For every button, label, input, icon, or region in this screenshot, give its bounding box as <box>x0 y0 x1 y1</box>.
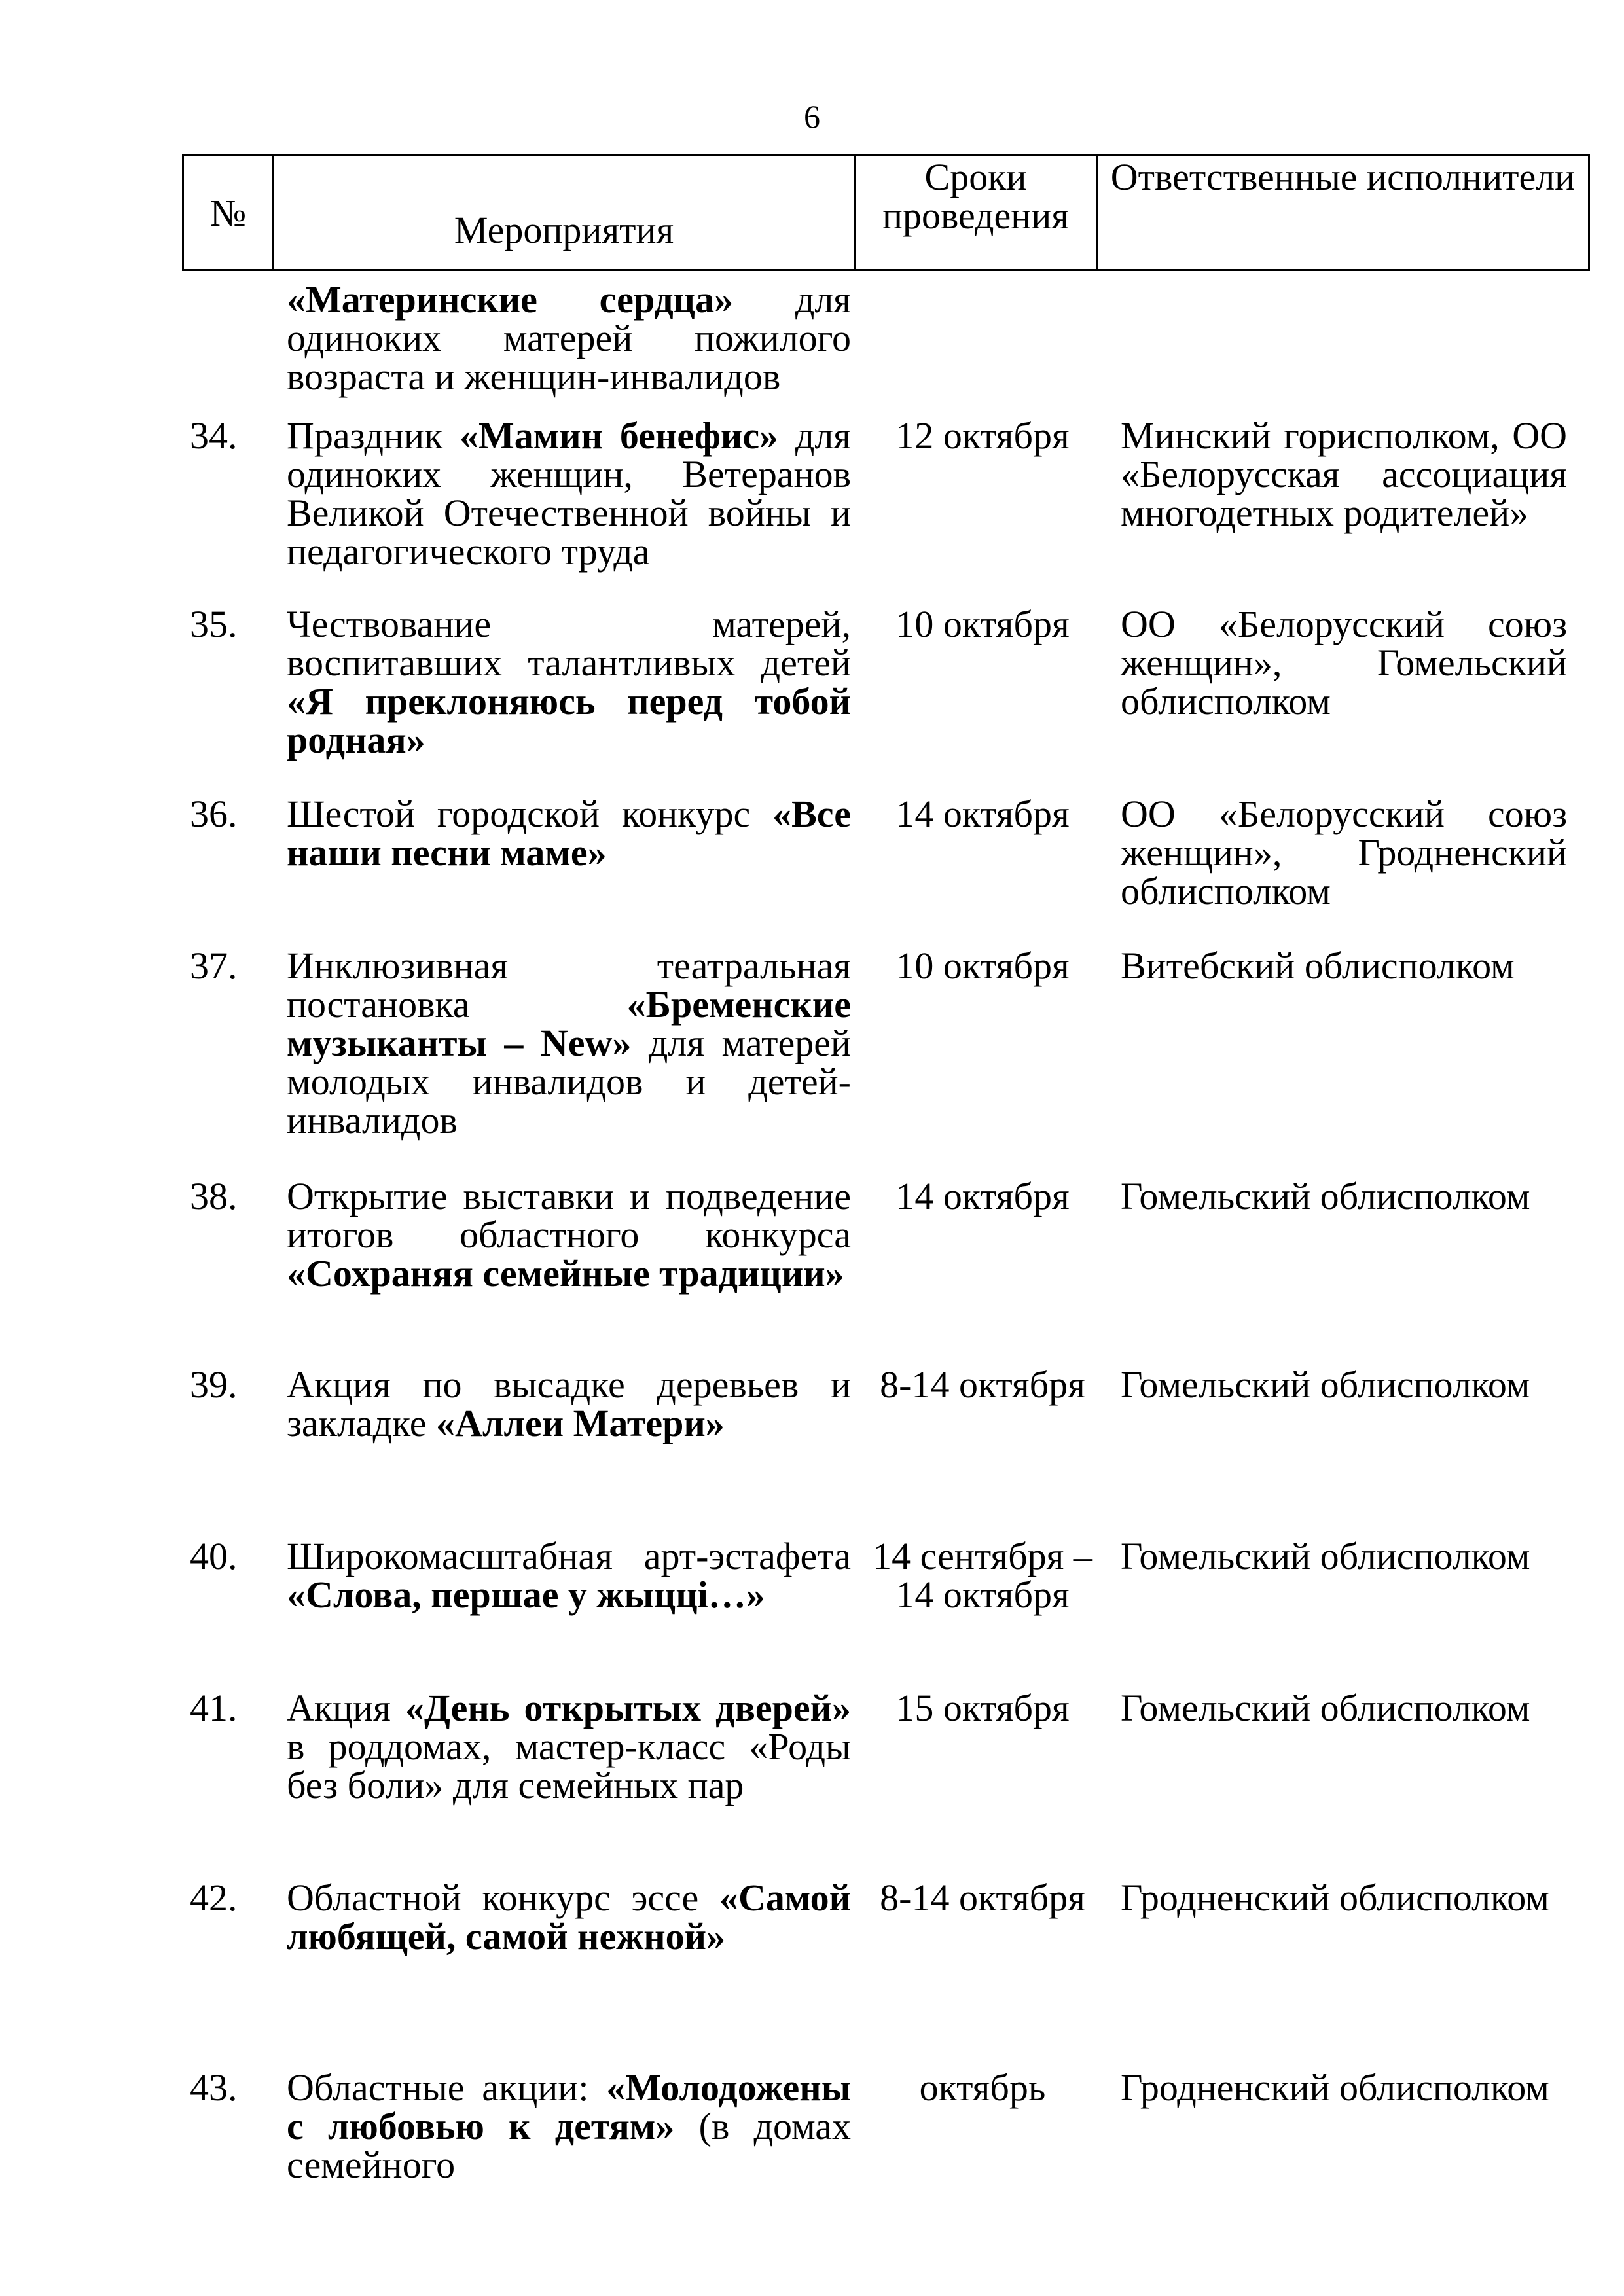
header-date: Сроки проведения <box>855 156 1097 270</box>
row-date: октябрь <box>919 2066 1046 2109</box>
row-number: 38. <box>190 1175 238 1217</box>
event-text: для одиноких матерей пожилого возраста и женщин-инвалидов <box>287 278 851 398</box>
row-responsible: Минский горисполком, ОО «Белорусская ассоциация многодетных родителей» <box>1121 414 1567 534</box>
event-title: «Молодожены с любовью к детям» <box>287 2066 851 2147</box>
row-responsible: Гомельский облисполком <box>1121 1363 1530 1406</box>
row-date: 14 октября <box>895 793 1070 835</box>
row-responsible: Гродненский облисполком <box>1121 1876 1549 1919</box>
event-title: «Мамин бенефис» <box>460 414 779 457</box>
event-text: Областные акции: <box>287 2066 607 2109</box>
row-number: 40. <box>190 1535 238 1577</box>
event-text: Открытие выставки и подведение итогов областного конкурса <box>287 1175 851 1256</box>
row-number: 43. <box>190 2066 238 2109</box>
header-responsible: Ответственные исполнители <box>1097 156 1589 270</box>
event-title: «Аллеи Матери» <box>436 1402 725 1444</box>
event-title: «Материнские сердца» <box>287 278 734 321</box>
event-title: «Я преклоняюсь перед тобой родная» <box>287 680 851 761</box>
row-date: 8-14 октября <box>880 1876 1085 1919</box>
event-title: «Все наши песни маме» <box>287 793 851 874</box>
row-event <box>287 1537 851 1614</box>
row-date: 14 сентября – 14 октября <box>873 1535 1092 1616</box>
event-title: «День открытых дверей» <box>405 1687 851 1729</box>
row-responsible: Гродненский облисполком <box>1121 2066 1549 2109</box>
row-number: 42. <box>190 1876 238 1919</box>
row-number: 37. <box>190 944 238 987</box>
event-text: Инклюзивная театральная постановка <box>287 944 851 1026</box>
row-event <box>287 795 851 872</box>
row-responsible: ОО «Белорусский союз женщин», Гомельский облисполком <box>1121 603 1567 723</box>
row-event <box>287 416 851 571</box>
event-title: «Слова, першае у жыццi…» <box>287 1573 765 1616</box>
row-number: 35. <box>190 603 238 645</box>
event-title: «Бременские музыканты – New» <box>287 983 851 1064</box>
row-event <box>287 1365 851 1443</box>
row-number: 39. <box>190 1363 238 1406</box>
row-date: 15 октября <box>895 1687 1070 1729</box>
row-number: 41. <box>190 1687 238 1729</box>
event-title: «Самой любящей, самой нежной» <box>287 1876 851 1958</box>
row-date: 8-14 октября <box>880 1363 1085 1406</box>
event-text: Акция <box>287 1687 405 1729</box>
row-date: 10 октября <box>895 944 1070 987</box>
event-text: для одиноких женщин, Ветеранов Великой Отечественной войны и педагогического труда <box>287 414 851 573</box>
header-event: Мероприятия <box>274 156 855 270</box>
event-text: Акция по высадке деревьев и закладке <box>287 1363 851 1444</box>
event-text: Праздник <box>287 414 460 457</box>
row-event <box>287 605 851 759</box>
row-date: 14 октября <box>895 1175 1070 1217</box>
row-event <box>287 1689 851 1804</box>
row-date: 10 октября <box>895 603 1070 645</box>
row-event <box>287 946 851 1139</box>
row-number: 36. <box>190 793 238 835</box>
event-text: Шестой городской конкурс <box>287 793 773 835</box>
event-text: для матерей молодых инвалидов и детей-инвалидов <box>287 1022 851 1141</box>
row-responsible: Гомельский облисполком <box>1121 1687 1530 1729</box>
event-text: Широкомасштабная арт-эстафета <box>287 1535 851 1577</box>
row-responsible: Витебский облисполком <box>1121 944 1515 987</box>
event-text: Областной конкурс эссе <box>287 1876 719 1919</box>
row-responsible: ОО «Белорусский союз женщин», Гродненский облисполком <box>1121 793 1567 912</box>
header-num: № <box>183 156 274 270</box>
event-text: Чествование матерей, воспитавших талантливых детей <box>287 603 851 684</box>
row-responsible: Гомельский облисполком <box>1121 1175 1530 1217</box>
event-title: «Сохраняя семейные традиции» <box>287 1252 844 1295</box>
event-text: (в домах семейного <box>287 2105 851 2186</box>
row-event <box>287 280 851 396</box>
event-text: в роддомах, мастер-класс «Роды без боли» для семейных пар <box>287 1725 851 1806</box>
row-number: 34. <box>190 414 238 457</box>
row-event <box>287 2068 851 2184</box>
row-event <box>287 1878 851 1956</box>
row-date: 12 октября <box>895 414 1070 457</box>
row-responsible: Гомельский облисполком <box>1121 1535 1530 1577</box>
row-event <box>287 1177 851 1293</box>
page-number: 6 <box>804 98 820 135</box>
